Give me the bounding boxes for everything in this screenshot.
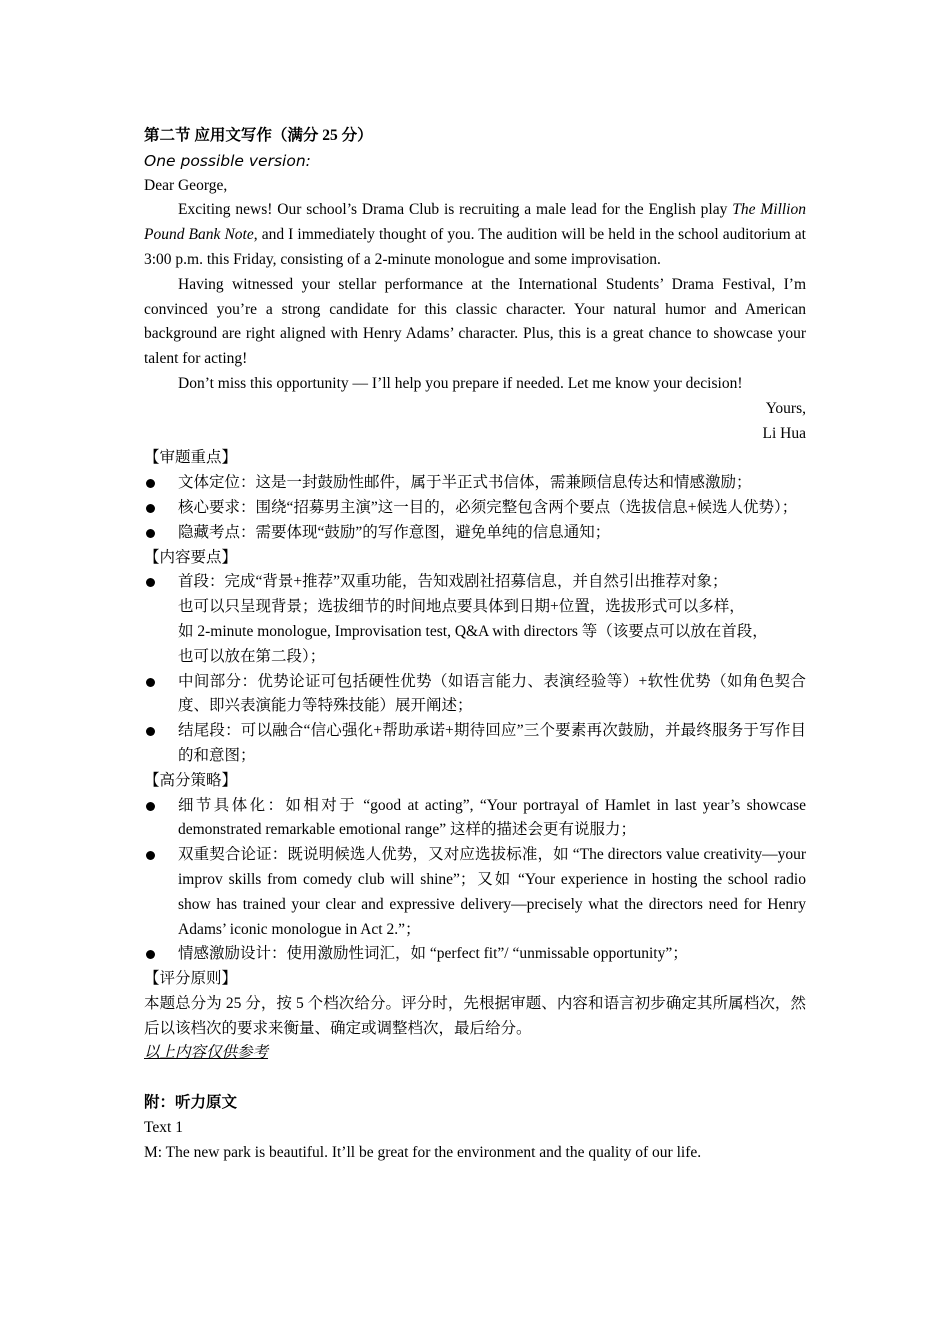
list-item-text: 核心要求：围绕“招募男主演”这一目的，必须完整包含两个要点（选拔信息+候选人优势）； <box>178 498 798 516</box>
list-item-text: 情感激励设计：使用激励性词汇，如 “perfect fit”/ “unmissable opportunity”； <box>178 945 688 963</box>
list-item-continuation: 如 2-minute monologue, Improvisation test, Q&A with directors 等（该要点可以放在首段， <box>178 622 768 640</box>
letter-paragraph-3: Don’t miss this opportunity — I’ll help you prepare if needed. Let me know your decision! <box>178 374 743 392</box>
letter-signature: Li Hua <box>762 424 806 442</box>
appendix-text-label: Text 1 <box>144 1118 183 1136</box>
list-item <box>144 521 806 546</box>
list-item-text: 中间部分：优势论证可包括硬性优势（如语言能力、表演经验等）+软性优势（如角色契合度、即兴表演能力等特殊技能）展开阐述； <box>178 672 806 715</box>
letter-p1-b: , and I immediately thought of you. The audition will be held in the school auditorium at 3:00 p.m. this Friday, consisting of a 2-minute monologue and some improvisation. <box>144 226 806 268</box>
section-title: 第二节 应用文写作（满分 25 分） <box>144 127 373 144</box>
list-item <box>144 471 806 496</box>
list-item-text: 双重契合论证：既说明候选人优势，又对应选拔标准，如 “The directors value creativity—your improv skills from comedy club will shine”；又如 “Your experience in hosting the school radio show has trained your clear and expressive delivery—precisely what the directors need for Henry Adams’ iconic monologue in Act 2.”； <box>178 846 806 938</box>
list-item-text: 细节具体化：如相对于 “good at acting”, “Your portrayal of Hamlet in last year’s showcase demonstrated remarkable emotional range” 这样的描述会更有说服力； <box>178 796 806 839</box>
gaofen-heading: 【高分策略】 <box>144 771 238 789</box>
letter-closing: Yours, <box>765 399 806 417</box>
bullet-icon <box>146 727 155 736</box>
pingfen-heading: 【评分原则】 <box>144 970 238 988</box>
bullet-icon <box>146 678 155 687</box>
list-item-text: 文体定位：这是一封鼓励性邮件，属于半正式书信体，需兼顾信息传达和情感激励； <box>178 474 752 492</box>
list-item <box>144 794 806 844</box>
list-item <box>144 670 806 720</box>
list-item <box>144 496 806 521</box>
bullet-icon <box>146 851 155 860</box>
list-item <box>144 719 806 769</box>
letter-p1-a: Exciting news! Our school’s Drama Club is recruiting a male lead for the English play <box>178 201 733 219</box>
spacer <box>144 1066 806 1091</box>
bullet-icon <box>146 504 155 513</box>
list-item <box>144 843 806 942</box>
letter-salutation: Dear George, <box>144 176 228 194</box>
letter-paragraph-1 <box>144 198 806 272</box>
letter-paragraph-2: Having witnessed your stellar performance at the International Students’ Drama Festival, I’m convinced you’re a strong candidate for this classic character. Your natural humor and American background are right aligned with Henry Adams’ character. Plus, this is a great chance to showcase your talent for acting! <box>144 275 806 368</box>
reference-note: 以上内容仅供参考 <box>144 1044 269 1062</box>
list-item-text: 首段：完成“背景+推荐”双重功能，告知戏剧社招募信息，并自然引出推荐对象； <box>178 573 728 591</box>
version-label: One possible version: <box>144 151 311 170</box>
play-title: The Million Pound Bank Note <box>144 201 806 244</box>
neirong-heading: 【内容要点】 <box>144 548 238 566</box>
list-item-continuation: 也可以放在第二段）； <box>178 647 326 665</box>
list-item-text: 隐藏考点：需要体现“鼓励”的写作意图，避免单纯的信息通知； <box>178 523 611 541</box>
list-item <box>144 570 806 595</box>
bullet-icon <box>146 578 155 587</box>
list-item-continuation: 也可以只呈现背景；选拔细节的时间地点要具体到日期+位置，选拔形式可以多样， <box>178 598 745 616</box>
list-item <box>144 942 806 967</box>
bullet-icon <box>146 950 155 959</box>
bullet-icon <box>146 479 155 488</box>
document-page <box>144 124 806 1165</box>
bullet-icon <box>146 802 155 811</box>
appendix-line-1: M: The new park is beautiful. It’ll be great for the environment and the quality of our life. <box>144 1143 702 1161</box>
list-item-text: 结尾段：可以融合“信心强化+帮助承诺+期待回应”三个要素再次鼓励，并最终服务于写作目的和意图； <box>178 722 806 764</box>
pingfen-text: 本题总分为 25 分，按 5 个档次给分。评分时，先根据审题、内容和语言初步确定其所属档次，然后以该档次的要求来衡量、确定或调整档次，最后给分。 <box>144 994 806 1037</box>
shenti-heading: 【审题重点】 <box>144 449 238 467</box>
bullet-icon <box>146 529 155 538</box>
appendix-heading: 附：听力原文 <box>144 1094 238 1112</box>
